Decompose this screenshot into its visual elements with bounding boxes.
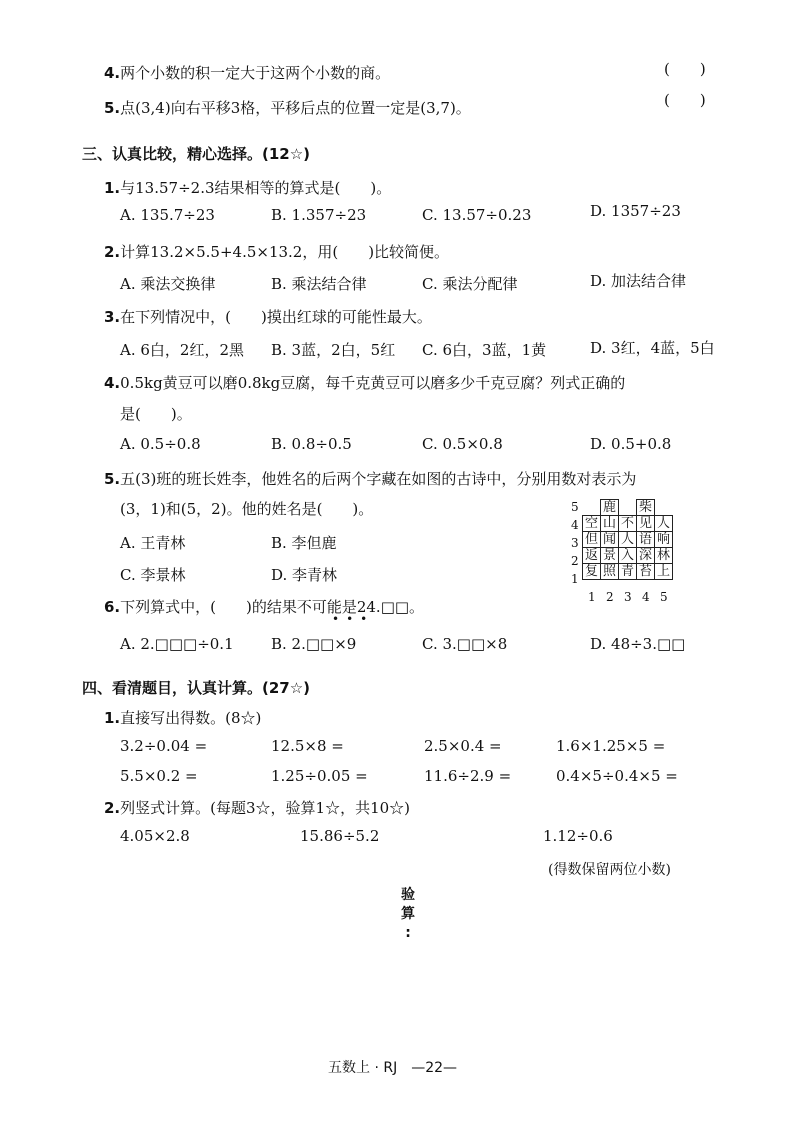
s3-q5-option-a[interactable]: A. 王青林 [120,534,186,552]
calc-item[interactable]: 12.5×8 = [271,737,344,755]
judge-q5-answer[interactable]: ( ) [664,91,706,109]
grid-cell: 苔 [637,564,655,580]
calc-item[interactable]: 11.6÷2.9 = [424,767,512,785]
s3-q6-option-b[interactable]: B. 2.□□×9 [271,635,357,653]
s3-q3: 3.在下列情况中，( )摸出红球的可能性最大。 [104,308,432,326]
grid-cell: 上 [655,564,673,580]
poem-grid [582,499,673,580]
vertical-calc-item[interactable]: 1.12÷0.6 [543,827,613,845]
s3-q4-option-c[interactable]: C. 0.5×0.8 [422,435,503,453]
s3-q6-option-c[interactable]: C. 3.□□×8 [422,635,508,653]
grid-cell: 但 [583,532,601,548]
grid-x-label: 5 [660,590,668,604]
check-label: 验 算 : [401,887,415,941]
s3-q4: 4.0.5kg黄豆可以磨0.8kg豆腐，每千克黄豆可以磨多少千克豆腐？列式正确的 [104,374,626,392]
grid-cell: 复 [583,564,601,580]
grid-cell: 人 [619,532,637,548]
s3-q4-option-b[interactable]: B. 0.8÷0.5 [271,435,352,453]
emphasis-dots: ••• [332,612,375,626]
grid-cell: 入 [619,548,637,564]
s3-q1-option-d[interactable]: D. 1357÷23 [590,202,681,220]
s3-q3-option-b[interactable]: B. 3蓝，2白，5红 [271,341,396,359]
grid-cell: 语 [637,532,655,548]
s3-q6-option-d[interactable]: D. 48÷3.□□ [590,635,686,653]
rounding-note: (得数保留两位小数) [548,862,671,878]
s3-q4-line2: 是( )。 [120,405,192,423]
grid-cell: 人 [655,516,673,532]
page-footer: 五数上 · RJ —22— [328,1060,458,1076]
calc-item[interactable]: 1.25÷0.05 = [271,767,368,785]
s3-q3-option-c[interactable]: C. 6白，3蓝，1黄 [422,341,547,359]
s3-q1: 1.与13.57÷2.3结果相等的算式是( )。 [104,179,392,197]
grid-x-label: 2 [606,590,614,604]
calc-item[interactable]: 2.5×0.4 = [424,737,502,755]
s3-q2-option-c[interactable]: C. 乘法分配律 [422,275,518,293]
s3-q1-option-c[interactable]: C. 13.57÷0.23 [422,206,532,224]
section3-title: 三、认真比较，精心选择。(12☆) [82,145,311,163]
s3-q1-option-a[interactable]: A. 135.7÷23 [120,206,215,224]
s4-q2: 2.列竖式计算。(每题3☆，验算1☆，共10☆) [104,799,411,817]
grid-y-label: 3 [571,536,579,550]
grid-cell: 鹿 [601,500,619,516]
s3-q3-option-d[interactable]: D. 3红，4蓝，5白 [590,339,715,357]
s3-q2-option-d[interactable]: D. 加法结合律 [590,272,687,290]
grid-cell [583,500,601,516]
judge-q4: 4.两个小数的积一定大于这两个小数的商。 [104,64,391,82]
grid-y-label: 1 [571,572,579,586]
grid-cell: 柴 [637,500,655,516]
grid-y-label: 4 [571,518,579,532]
grid-y-label: 5 [571,500,579,514]
judge-q4-answer[interactable]: ( ) [664,60,706,78]
grid-cell: 返 [583,548,601,564]
grid-cell [619,500,637,516]
grid-cell [655,500,673,516]
grid-cell: 林 [655,548,673,564]
calc-item[interactable]: 5.5×0.2 = [120,767,198,785]
s3-q5-option-b[interactable]: B. 李但鹿 [271,534,337,552]
section4-title: 四、看清题目，认真计算。(27☆) [82,679,311,697]
s3-q2: 2.计算13.2×5.5+4.5×13.2，用( )比较简便。 [104,243,450,261]
judge-q5: 5.点(3,4)向右平移3格，平移后点的位置一定是(3,7)。 [104,99,471,117]
grid-cell: 见 [637,516,655,532]
s3-q2-option-a[interactable]: A. 乘法交换律 [120,275,216,293]
grid-cell: 深 [637,548,655,564]
grid-cell: 不 [619,516,637,532]
s4-q1: 1.直接写出得数。(8☆) [104,709,262,727]
calc-item[interactable]: 1.6×1.25×5 = [556,737,666,755]
s3-q6: 6.下列算式中，( )的结果不可能是24.□□。 [104,598,425,616]
s3-q2-option-b[interactable]: B. 乘法结合律 [271,275,367,293]
grid-cell: 响 [655,532,673,548]
grid-cell: 照 [601,564,619,580]
grid-cell: 青 [619,564,637,580]
grid-cell: 山 [601,516,619,532]
s3-q1-option-b[interactable]: B. 1.357÷23 [271,206,367,224]
grid-x-label: 3 [624,590,632,604]
s3-q5-option-c[interactable]: C. 李景林 [120,566,186,584]
grid-x-label: 4 [642,590,650,604]
grid-y-label: 2 [571,554,579,568]
grid-x-label: 1 [588,590,596,604]
s3-q6-option-a[interactable]: A. 2.□□□÷0.1 [120,635,234,653]
grid-cell: 景 [601,548,619,564]
s3-q4-option-a[interactable]: A. 0.5÷0.8 [120,435,201,453]
s3-q5-line2: (3，1)和(5，2)。他的姓名是( )。 [120,500,374,518]
grid-cell: 闻 [601,532,619,548]
calc-item[interactable]: 3.2÷0.04 = [120,737,208,755]
vertical-calc-item[interactable]: 15.86÷5.2 [300,827,380,845]
s3-q3-option-a[interactable]: A. 6白，2红，2黑 [120,341,244,359]
s3-q5: 5.五(3)班的班长姓李，他姓名的后两个字藏在如图的古诗中，分别用数对表示为 [104,470,637,488]
vertical-calc-item[interactable]: 4.05×2.8 [120,827,190,845]
s3-q5-option-d[interactable]: D. 李青林 [271,566,338,584]
s3-q4-option-d[interactable]: D. 0.5+0.8 [590,435,672,453]
grid-cell: 空 [583,516,601,532]
calc-item[interactable]: 0.4×5÷0.4×5 = [556,767,678,785]
